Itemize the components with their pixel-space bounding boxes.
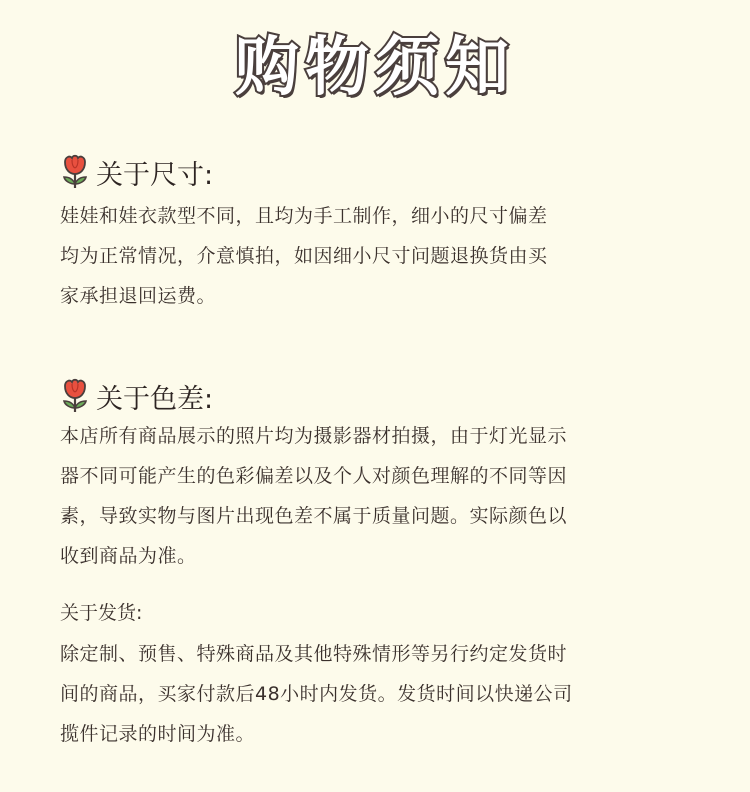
section-shipping: [60, 598, 700, 754]
section-heading: [60, 152, 700, 192]
section-heading: [60, 376, 700, 416]
text-line: 素，导致实物与图片出现色差不属于质量问题。实际颜色以: [60, 505, 568, 527]
text-line: 除定制、预售、特殊商品及其他特殊情形等另行约定发货时: [60, 643, 568, 665]
text-line: 娃娃和娃衣款型不同，且均为手工制作，细小的尺寸偏差: [60, 205, 548, 227]
heading-text: 关于尺寸:: [96, 159, 214, 191]
text-line: 本店所有商品展示的照片均为摄影器材拍摄，由于灯光显示: [60, 425, 568, 447]
text-line: 间的商品，买家付款后48小时内发货。发货时间以快递公司: [60, 683, 573, 705]
text-line: 家承担退回运费。: [60, 285, 217, 307]
text-line: 器不同可能产生的色彩偏差以及个人对颜色理解的不同等因: [60, 465, 568, 487]
paragraph: [60, 634, 700, 754]
paragraph: [60, 196, 700, 316]
page-title: 购物须知: [235, 31, 515, 105]
section-heading: 关于发货:: [60, 602, 143, 624]
tulip-icon: [60, 154, 90, 190]
paragraph: [60, 416, 700, 576]
tulip-icon: [60, 378, 90, 414]
section-color: [60, 376, 700, 576]
section-size: [60, 152, 700, 316]
heading-text: 关于色差:: [96, 383, 214, 415]
text-line: 收到商品为准。: [60, 545, 197, 567]
text-line: 揽件记录的时间为准。: [60, 723, 256, 745]
text-line: 均为正常情况，介意慎拍，如因细小尺寸问题退换货由买: [60, 245, 548, 267]
